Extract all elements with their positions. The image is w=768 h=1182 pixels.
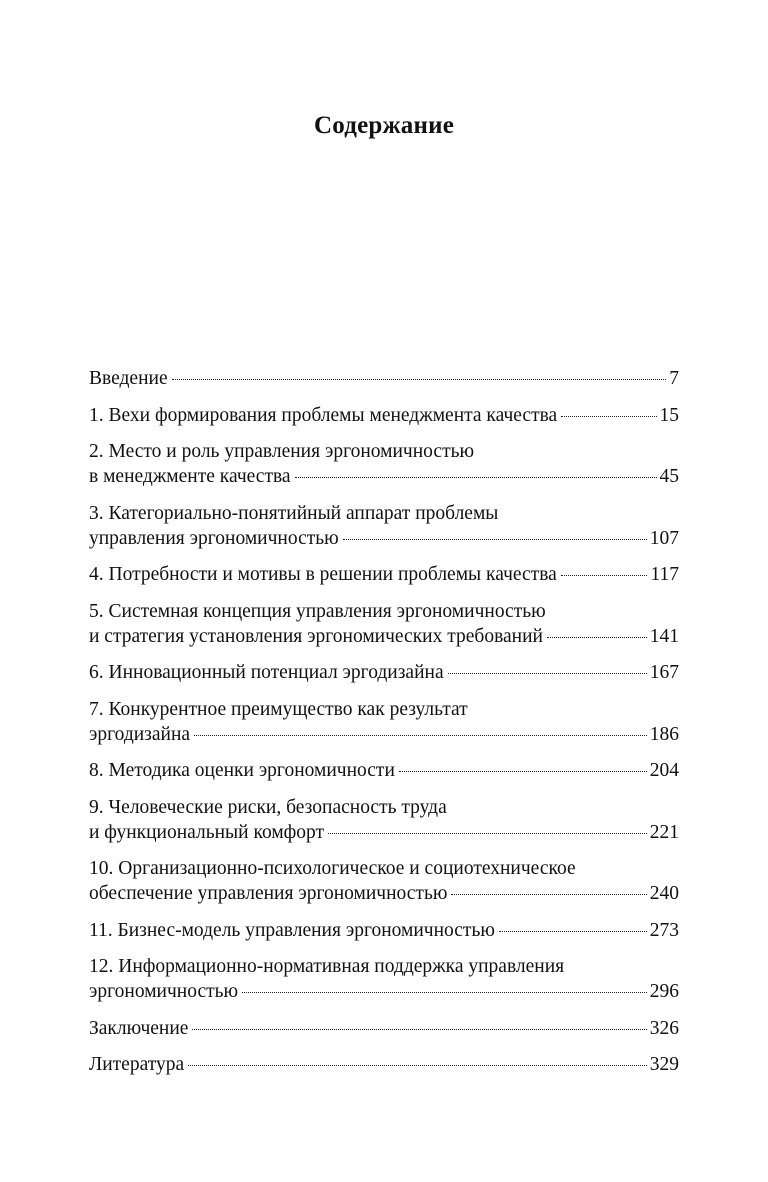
toc-entry-last-line <box>89 979 679 1004</box>
toc-entry-title-line: Введение <box>89 368 168 389</box>
toc-entry-title-line: 1. Вехи формирования проблемы менеджмента качества <box>89 404 558 426</box>
toc-entry <box>89 954 679 1004</box>
toc-entry-last-line <box>89 918 679 943</box>
toc-entry <box>89 439 679 489</box>
toc-entry-title-line: эргодизайна <box>89 723 191 745</box>
dot-leader <box>499 931 647 932</box>
toc-entry-title-line: 2. Место и роль управления эргономичностью <box>89 441 475 462</box>
dot-leader <box>295 477 657 478</box>
toc-entry-title-line: 9. Человеческие риски, безопасность труда <box>89 796 447 818</box>
toc-entry <box>89 1052 679 1077</box>
toc-entry-last-line <box>89 660 679 685</box>
toc-entry-last-line <box>89 403 679 428</box>
toc-entry <box>89 856 679 906</box>
dot-leader <box>328 833 647 834</box>
dot-leader <box>561 416 656 417</box>
toc-entry-title-line: управления эргономичностью <box>89 527 339 549</box>
toc-entry-title-line: 8. Методика оценки эргономичности <box>89 760 395 781</box>
toc-page-number: 204 <box>649 760 679 781</box>
toc-entry <box>89 1016 679 1041</box>
toc-entry-title-line: 7. Конкурентное преимущество как результат <box>89 698 468 720</box>
toc-entry-title-line: и стратегия установления эргономических требований <box>89 625 543 647</box>
toc-entry-last-line <box>89 624 679 649</box>
dot-leader <box>561 575 648 576</box>
dot-leader <box>399 771 647 772</box>
page-title: Содержание <box>313 112 454 139</box>
toc-page-number: 326 <box>649 1017 679 1039</box>
toc-page-number: 240 <box>649 883 679 904</box>
toc-entry <box>89 366 679 391</box>
dot-leader <box>188 1065 647 1066</box>
dot-leader <box>194 735 647 736</box>
dot-leader <box>192 1029 646 1030</box>
toc-entry <box>89 697 679 747</box>
toc-page-number: 45 <box>659 466 679 487</box>
toc-page-number: 221 <box>649 821 679 843</box>
toc-entry-last-line <box>89 722 679 747</box>
toc-entry-title-line: эргономичностью <box>89 981 239 1002</box>
dot-leader <box>172 379 667 380</box>
toc-entry-title-line: 6. Инновационный потенциал эргодизайна <box>89 662 444 683</box>
toc-page-number: 15 <box>659 404 679 426</box>
dot-leader <box>242 992 647 993</box>
toc-entry-last-line <box>89 820 679 845</box>
toc-entry <box>89 562 679 587</box>
toc-entry-last-line <box>89 758 679 783</box>
toc-entry-title-line: Литература <box>89 1054 185 1075</box>
toc-entry-last-line <box>89 464 679 489</box>
dot-leader <box>448 673 647 674</box>
toc-entry-title-line: в менеджменте качества <box>89 466 291 487</box>
toc-page-number: 141 <box>649 625 679 647</box>
toc-entry-last-line <box>89 562 679 587</box>
toc-entry <box>89 599 679 649</box>
toc-page-number: 7 <box>669 368 679 389</box>
toc-entry <box>89 918 679 943</box>
toc-entry-title-line: 5. Системная концепция управления эргономичностью <box>89 600 546 622</box>
toc-entry-last-line <box>89 366 679 391</box>
toc-page-number: 296 <box>649 981 679 1002</box>
toc-entry-last-line <box>89 881 679 906</box>
toc-entry-title-line: обеспечение управления эргономичностью <box>89 883 448 904</box>
toc-entry-last-line <box>89 1052 679 1077</box>
toc-page-number: 107 <box>649 527 679 549</box>
table-of-contents <box>89 366 679 1089</box>
toc-page-number: 117 <box>650 564 679 585</box>
toc-entry <box>89 758 679 783</box>
toc-entry <box>89 795 679 845</box>
toc-entry-title-line: 3. Категориально-понятийный аппарат проблемы <box>89 502 499 524</box>
toc-entry-last-line <box>89 1016 679 1041</box>
toc-entry-title-line: и функциональный комфорт <box>89 821 325 843</box>
toc-page-number: 186 <box>649 723 679 745</box>
toc-entry <box>89 660 679 685</box>
toc-entry-title-line: Заключение <box>89 1017 189 1039</box>
toc-page-number: 273 <box>649 919 679 941</box>
toc-page-number: 329 <box>649 1054 679 1075</box>
toc-entry <box>89 501 679 551</box>
toc-entry-title-line: 4. Потребности и мотивы в решении проблемы качества <box>89 564 557 585</box>
dot-leader <box>547 637 647 638</box>
toc-entry-title-line: 11. Бизнес-модель управления эргономичностью <box>89 919 495 941</box>
toc-entry-title-line: 10. Организационно-психологическое и социотехническое <box>89 858 576 879</box>
dot-leader <box>343 539 647 540</box>
toc-entry <box>89 403 679 428</box>
toc-page-number: 167 <box>649 662 679 683</box>
toc-entry-title-line: 12. Информационно-нормативная поддержка управления <box>89 956 565 977</box>
toc-entry-last-line <box>89 526 679 551</box>
dot-leader <box>451 894 646 895</box>
